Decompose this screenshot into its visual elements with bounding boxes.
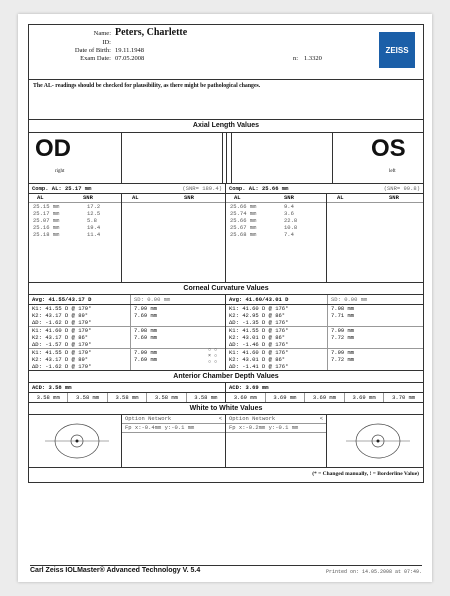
plausibility-warning: The AL- readings should be checked for plausibility, as there might be pathological changes.: [29, 80, 423, 120]
os-sub: left: [389, 169, 396, 174]
al-value: 25.66 mm: [230, 217, 257, 224]
snr-value: 11.4: [87, 231, 101, 238]
k1-reading: K1: 41.55 D @ 179°: [32, 305, 92, 312]
k-readings: [226, 305, 328, 326]
exam-label: Exam Date:: [80, 55, 111, 62]
al-row: [226, 210, 326, 217]
n-label: n:: [293, 55, 299, 62]
radius-readings: [131, 305, 225, 326]
acd-value: 3.58 mm: [68, 393, 107, 402]
patient-header: [29, 25, 423, 80]
al-row: [29, 203, 121, 210]
k-readings: [226, 349, 328, 370]
k-group: [226, 327, 423, 349]
od-snr: (SNR= 189.4): [182, 185, 222, 192]
al-value: 25.66 mm: [230, 203, 257, 210]
name-label: Name:: [93, 30, 111, 37]
corneal-title: Corneal Curvature Values: [29, 283, 423, 295]
od-snr-header-2: SNR: [184, 194, 194, 201]
k1-reading: K1: 41.60 D @ 176°: [229, 349, 289, 356]
os-eye-diagram: [346, 421, 410, 461]
radius-k2: 7.69 mm: [134, 334, 158, 341]
al-row: [226, 217, 326, 224]
al-tables: [29, 194, 423, 283]
radius-k2: 7.72 mm: [331, 356, 355, 363]
k-group: [29, 305, 225, 327]
k-group: [29, 327, 225, 349]
radius-k1: 7.98 mm: [134, 327, 158, 334]
od-scan-graph: [121, 133, 223, 183]
od-snr-header: SNR: [83, 194, 93, 201]
corneal-groups: [29, 305, 423, 371]
footer-rule: [30, 565, 422, 566]
k1-reading: K1: 41.60 D @ 176°: [229, 305, 289, 312]
id-label: ID:: [102, 39, 111, 46]
patient-name: Peters, Charlette: [115, 27, 188, 38]
k1-reading: K1: 41.55 D @ 176°: [229, 327, 289, 334]
al-value: 25.15 mm: [33, 203, 60, 210]
wtw-title: White to White Values: [29, 403, 423, 415]
al-value: 25.68 mm: [230, 231, 257, 238]
k-readings: [29, 327, 131, 348]
al-row: [226, 231, 326, 238]
snr-value: 5.8: [87, 217, 97, 224]
k-readings: [226, 327, 328, 348]
axial-divider: [226, 133, 227, 183]
al-value: 25.07 mm: [33, 217, 60, 224]
acd-value: 3.69 mm: [266, 393, 306, 402]
dob-label: Date of Birth:: [74, 47, 111, 54]
al-row: [29, 210, 121, 217]
acd-value: 3.58 mm: [147, 393, 186, 402]
snr-value: 19.4: [87, 224, 101, 231]
od-al-header-2: AL: [132, 194, 139, 201]
k1-reading: K1: 41.60 D @ 179°: [32, 327, 92, 334]
al-row: [29, 231, 121, 238]
delta-k-reading: ΔD: -1.35 D @ 176°: [229, 319, 289, 326]
acd-value: 3.58 mm: [29, 393, 68, 402]
k2-reading: K2: 43.17 D @ 89°: [32, 356, 89, 363]
k-group: [226, 349, 423, 370]
snr-value: 12.5: [87, 210, 101, 217]
acd-value: 3.69 mm: [305, 393, 345, 402]
radius-k1: 7.98 mm: [331, 305, 355, 312]
al-value: 25.16 mm: [33, 224, 60, 231]
radius-k2: 7.72 mm: [331, 334, 355, 341]
acd-value: 3.70 mm: [392, 394, 416, 401]
snr-value: 9.4: [284, 203, 294, 210]
od-network-arrow: <: [218, 415, 222, 422]
al-value: 25.67 mm: [230, 224, 257, 231]
od-al-header: AL: [37, 194, 44, 201]
radius-k1: 7.99 mm: [331, 327, 355, 334]
os-sd: SD: 0.00 mm: [331, 296, 368, 303]
os-fp: Fp x:-0.2mm y:-0.1 mm: [226, 423, 326, 433]
od-avg: Avg: 41.55/43.17 D: [29, 295, 131, 304]
os-option-network: Option Network: [229, 415, 276, 422]
axial-graphs: [29, 133, 423, 184]
os-acd-values: [226, 393, 423, 402]
acd-title: Anterior Chamber Depth Values: [29, 371, 423, 383]
radius-readings: [131, 327, 225, 348]
k-readings: [29, 349, 131, 370]
os-avg: Avg: 41.60/43.01 D: [226, 295, 328, 304]
snr-value: 22.8: [284, 217, 298, 224]
snr-value: 7.4: [284, 231, 294, 238]
k-readings: [29, 305, 131, 326]
radius-k1: 7.99 mm: [331, 349, 355, 356]
delta-k-reading: ΔD: -1.41 D @ 176°: [229, 363, 289, 370]
os-scan-graph: [231, 133, 333, 183]
os-snr-header-2: SNR: [389, 194, 399, 201]
report-frame: [28, 24, 424, 483]
k2-reading: K2: 43.17 D @ 89°: [32, 312, 89, 319]
radius-readings: [328, 305, 423, 326]
k2-reading: K2: 43.01 D @ 86°: [229, 356, 286, 363]
delta-k-reading: ΔD: -1.46 D @ 176°: [229, 341, 289, 348]
snr-value: 3.6: [284, 210, 294, 217]
os-network-arrow: <: [319, 415, 323, 422]
al-value: 25.18 mm: [33, 231, 60, 238]
delta-k-reading: ΔD: -1.62 D @ 179°: [32, 319, 92, 326]
od-acd: ACD: 3.58 mm: [29, 383, 226, 392]
od-comp-al: Comp. AL: 25.17 mm: [32, 185, 92, 192]
od-al-table: [29, 194, 226, 282]
al-row: [226, 224, 326, 231]
footer-brand: Carl Zeiss IOLMaster® Advanced Technology V. 5.4: [30, 567, 201, 574]
os-al-header-2: AL: [337, 194, 344, 201]
radius-k1: 7.99 mm: [134, 305, 158, 312]
od-sd: SD: 0.00 mm: [134, 296, 171, 303]
snr-value: 10.8: [284, 224, 298, 231]
os-k-groups: [226, 305, 423, 370]
k2-reading: K2: 42.95 D @ 86°: [229, 312, 286, 319]
n-value: 1.3320: [304, 55, 322, 62]
wtw-row: [29, 415, 423, 468]
os-acd: ACD: 3.69 mm: [229, 384, 269, 391]
footer-printed: Printed on: 14.05.2008 at 07:49.: [325, 569, 422, 575]
os-al-table: [226, 194, 423, 282]
od-fp: Fp x:-0.4mm y:-0.1 mm: [122, 423, 225, 433]
corneal-avg-row: [29, 295, 423, 305]
os-label: OS: [371, 135, 406, 162]
k1-reading: K1: 41.55 D @ 179°: [32, 349, 92, 356]
acd-value: 3.69 mm: [226, 393, 266, 402]
al-value: 25.74 mm: [230, 210, 257, 217]
delta-k-reading: ΔD: -1.57 D @ 179°: [32, 341, 92, 348]
od-eye-diagram: [45, 421, 109, 461]
delta-k-reading: ΔD: -1.62 D @ 179°: [32, 363, 92, 370]
od-wtw: [29, 415, 226, 467]
legend-note: (* = Changed manually, ! = Borderline Value): [312, 471, 419, 477]
radius-k2: 7.69 mm: [134, 356, 158, 363]
od-option-network: Option Network: [125, 415, 172, 422]
radius-k1: 7.99 mm: [134, 349, 158, 356]
exam-date: 07.05.2008: [115, 55, 145, 62]
k-group: [226, 305, 423, 327]
os-comp-al: Comp. AL: 25.66 mm: [229, 185, 289, 192]
radius-readings: [131, 349, 225, 370]
acd-values-row: [29, 393, 423, 403]
al-row: [29, 224, 121, 231]
k-group: [29, 349, 225, 370]
acd-value: 3.58 mm: [108, 393, 147, 402]
snr-value: 17.2: [87, 203, 101, 210]
od-acd-values: [29, 393, 226, 402]
acd-value: 3.69 mm: [345, 393, 385, 402]
axial-title: Axial Length Values: [29, 120, 423, 133]
os-wtw: [226, 415, 423, 467]
radius-readings: [328, 349, 423, 370]
os-snr-header: SNR: [284, 194, 294, 201]
k2-reading: K2: 43.17 D @ 86°: [32, 334, 89, 341]
od-sub: right: [55, 169, 65, 174]
od-label: OD: [35, 135, 71, 162]
radius-readings: [328, 327, 423, 348]
k2-reading: K2: 43.01 D @ 86°: [229, 334, 286, 341]
comp-al-row: [29, 184, 423, 194]
report-page: [18, 14, 432, 582]
acd-main-row: [29, 383, 423, 393]
al-value: 25.17 mm: [33, 210, 60, 217]
od-k-groups: [29, 305, 226, 370]
os-snr: (SNR= 99.8): [383, 185, 420, 192]
radius-k2: 7.69 mm: [134, 312, 158, 319]
keratometry-spot-icon: ○ ○ × ○ ○ ○: [207, 347, 217, 365]
al-row: [29, 217, 121, 224]
os-al-header: AL: [234, 194, 241, 201]
acd-value: 3.58 mm: [194, 394, 218, 401]
al-row: [226, 203, 326, 210]
patient-dob: 19.11.1948: [115, 47, 145, 54]
radius-k2: 7.71 mm: [331, 312, 355, 319]
zeiss-logo: ZEISS: [379, 32, 415, 68]
